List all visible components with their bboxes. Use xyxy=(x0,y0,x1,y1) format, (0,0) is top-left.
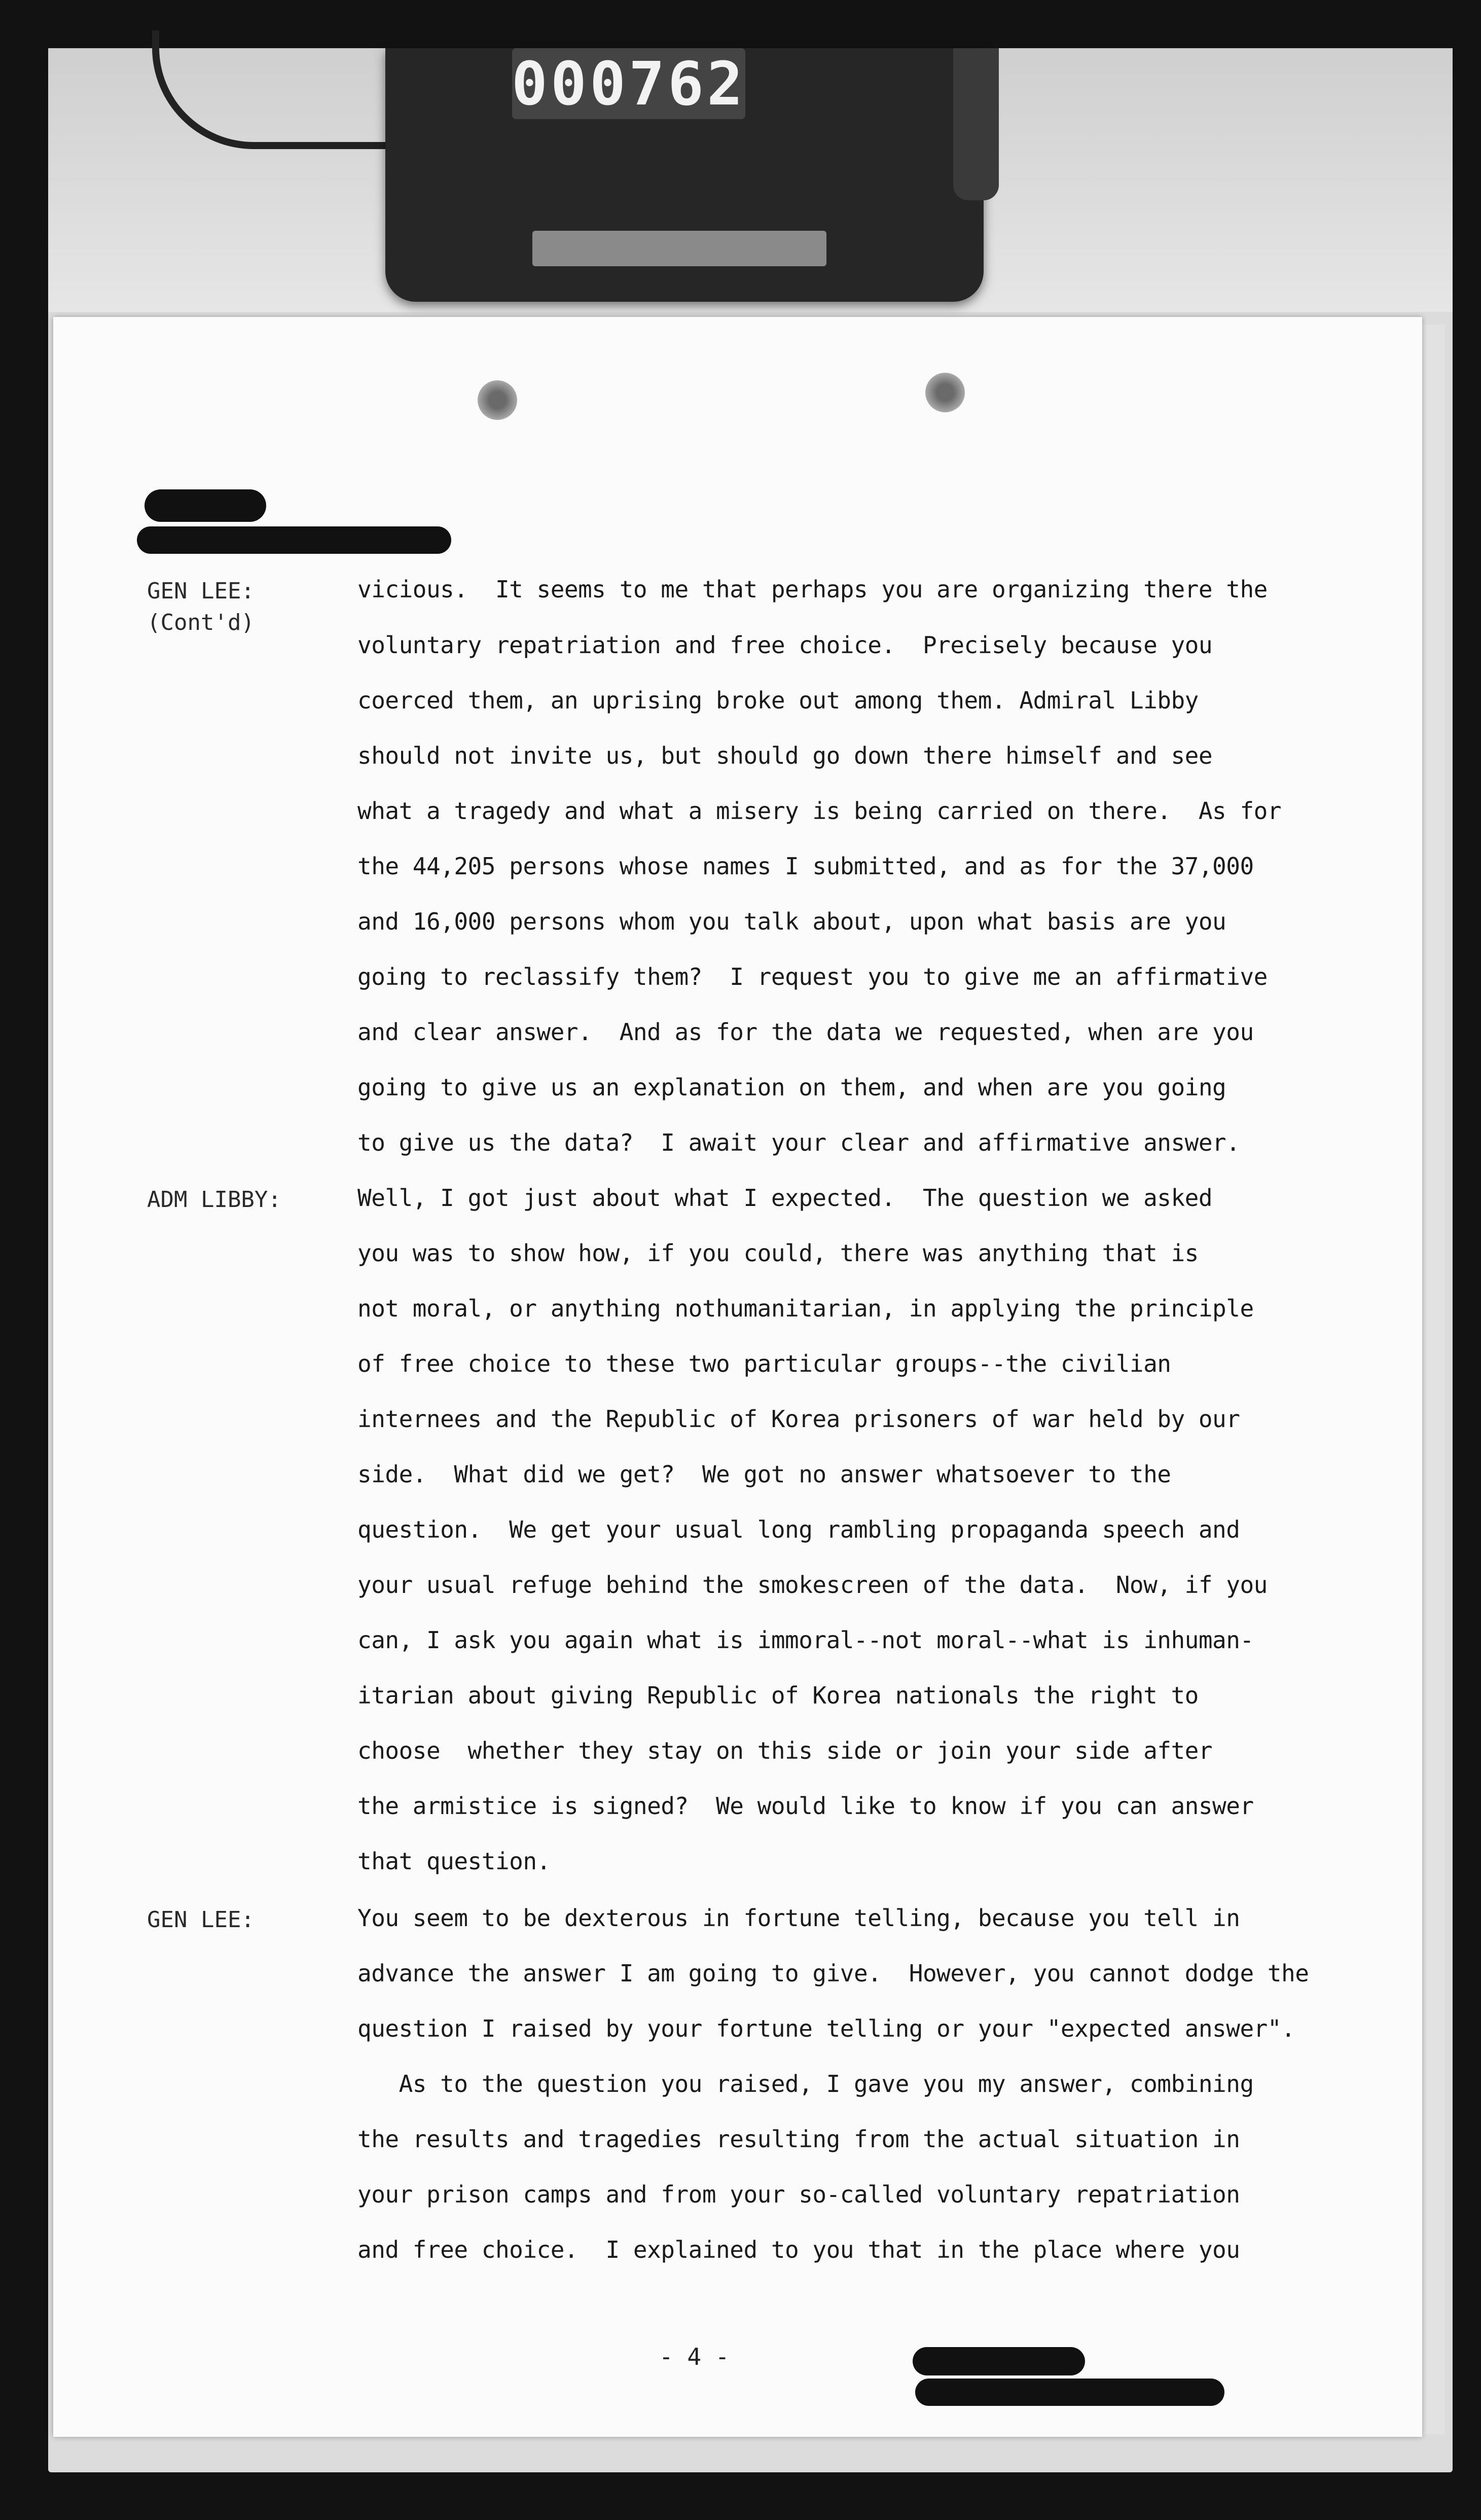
text-line: You seem to be dexterous in fortune telling, because you tell in xyxy=(357,1904,1240,1932)
counter-window xyxy=(512,48,745,119)
redaction-mark-top-2 xyxy=(137,526,451,554)
redaction-mark-bottom-1 xyxy=(913,2347,1085,2375)
counter-digits: 000762 xyxy=(511,49,746,119)
text-line: the 44,205 persons whose names I submitted, and as for the 37,000 xyxy=(357,853,1254,880)
text-line: and free choice. I explained to you that in the place where you xyxy=(357,2236,1240,2263)
text-line: choose whether they stay on this side or join your side after xyxy=(357,1737,1213,1764)
text-line: should not invite us, but should go down there himself and see xyxy=(357,742,1213,769)
text-line: voluntary repatriation and free choice. Precisely because you xyxy=(357,631,1213,659)
redaction-mark-top-1 xyxy=(145,489,266,522)
punch-hole-left xyxy=(478,380,517,420)
speaker-label: GEN LEE: xyxy=(147,1907,255,1933)
text-line: you was to show how, if you could, there was anything that is xyxy=(357,1239,1199,1267)
text-line: the armistice is signed? We would like to know if you can answer xyxy=(357,1792,1254,1820)
text-line: that question. xyxy=(357,1848,551,1875)
text-line: question I raised by your fortune telling or your "expected answer". xyxy=(357,2015,1295,2042)
text-line: question. We get your usual long rambling propaganda speech and xyxy=(357,1516,1240,1543)
text-line: your prison camps and from your so-called voluntary repatriation xyxy=(357,2181,1240,2208)
text-line: and 16,000 persons whom you talk about, upon what basis are you xyxy=(357,908,1226,935)
speaker-label: ADM LIBBY: xyxy=(147,1187,281,1213)
text-line: going to reclassify them? I request you to give me an affirmative xyxy=(357,963,1268,990)
text-line: itarian about giving Republic of Korea nationals the right to xyxy=(357,1682,1199,1709)
text-line: of free choice to these two particular groups--the civilian xyxy=(357,1350,1171,1377)
text-line: to give us the data? I await your clear and affirmative answer. xyxy=(357,1129,1240,1156)
counter-knob xyxy=(953,48,999,200)
text-line: vicious. It seems to me that perhaps you are organizing there the xyxy=(357,576,1268,603)
text-line: not moral, or anything nothumanitarian, in applying the principle xyxy=(357,1295,1254,1322)
text-line: Well, I got just about what I expected. The question we asked xyxy=(357,1184,1213,1212)
page-number: - 4 - xyxy=(659,2343,730,2370)
speaker-label: GEN LEE: (Cont'd) xyxy=(147,578,255,635)
text-line: and clear answer. And as for the data we requested, when are you xyxy=(357,1018,1254,1046)
text-line: what a tragedy and what a misery is being carried on there. As for xyxy=(357,797,1282,825)
text-line: your usual refuge behind the smokescreen of the data. Now, if you xyxy=(357,1571,1268,1599)
frame-counter xyxy=(385,48,984,302)
text-line: advance the answer I am going to give. However, you cannot dodge the xyxy=(357,1960,1309,1987)
text-line: the results and tragedies resulting from the actual situation in xyxy=(357,2125,1240,2153)
text-line: side. What did we get? We got no answer whatsoever to the xyxy=(357,1461,1171,1488)
redaction-mark-bottom-2 xyxy=(915,2379,1224,2406)
counter-plate xyxy=(532,231,826,266)
text-line: coerced them, an uprising broke out among them. Admiral Libby xyxy=(357,687,1199,714)
text-line: going to give us an explanation on them, and when are you going xyxy=(357,1074,1226,1101)
text-line: internees and the Republic of Korea prisoners of war held by our xyxy=(357,1405,1240,1433)
punch-hole-right xyxy=(925,373,965,412)
text-line: can, I ask you again what is immoral--not moral--what is inhuman- xyxy=(357,1626,1254,1654)
text-line: As to the question you raised, I gave you my answer, combining xyxy=(357,2070,1254,2098)
